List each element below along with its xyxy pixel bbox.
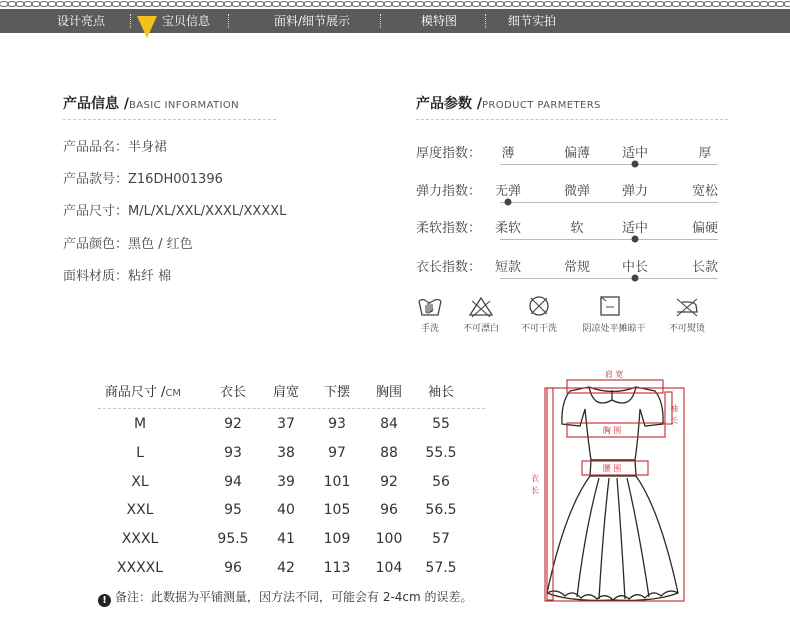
size-value-cell: 57.5 (425, 560, 457, 576)
param-scale-line (500, 164, 718, 165)
size-value-cell: 38 (277, 444, 295, 461)
param-option: 偏硬 (691, 221, 719, 236)
product-params-title: 产品参数 /PRODUCT PARMETERS (416, 96, 601, 112)
param-option: 薄 (501, 146, 515, 161)
exclamation-icon: ! (98, 594, 111, 607)
size-value-cell: 100 (375, 531, 403, 548)
nav-divider (380, 14, 381, 28)
nav-bar (0, 9, 790, 33)
param-option: 中长 (621, 260, 649, 275)
measurement-note: ! 备注：此数据为平铺测量，因方法不同，可能会有 2-4cm 的误差。 (98, 588, 473, 607)
info-product-sizes: 产品尺寸：M/L/XL/XXL/XXXL/XXXXL (63, 204, 287, 219)
nav-divider (130, 14, 131, 28)
param-option: 宽松 (691, 184, 719, 199)
length-label-a: 衣 (531, 474, 539, 483)
size-value-cell: 101 (323, 473, 351, 490)
param-option: 软 (570, 221, 584, 236)
divider (416, 119, 728, 120)
column-header: 下摆 (323, 385, 351, 400)
sleeve-label-b: 长 (670, 416, 678, 425)
size-value-cell: 55.5 (425, 444, 457, 461)
size-value-cell: 92 (380, 473, 398, 490)
size-value-cell: 56.5 (425, 502, 457, 519)
param-indicator-dot (632, 161, 639, 168)
param-option: 无弹 (494, 184, 522, 199)
product-info-title: 产品信息 /BASIC INFORMATION (63, 96, 240, 112)
dress-measurement-diagram (525, 360, 700, 610)
param-option: 弹力 (621, 184, 649, 199)
care-label: 不可干洗 (520, 324, 558, 334)
size-value-cell: 92 (224, 416, 242, 432)
param-option: 短款 (494, 260, 522, 275)
size-label-cell: XXL (126, 502, 154, 519)
size-value-cell: 42 (277, 560, 295, 576)
size-table-header-label: 商品尺寸 /CM (104, 385, 182, 400)
param-scale-line (500, 239, 718, 240)
size-value-cell: 41 (277, 531, 295, 548)
param-option: 偏薄 (563, 146, 591, 161)
chain-border (0, 0, 790, 8)
size-value-cell: 93 (224, 444, 242, 461)
column-header: 肩宽 (272, 385, 300, 400)
size-value-cell: 56 (432, 473, 450, 490)
param-label: 衣长指数： (416, 260, 482, 275)
size-value-cell: 105 (323, 502, 351, 519)
no-dry-clean-icon (526, 295, 552, 317)
nav-item-detail-shots[interactable]: 细节实拍 (508, 14, 557, 28)
param-label: 弹力指数： (416, 184, 482, 199)
size-value-cell: 88 (380, 444, 398, 461)
active-nav-arrow-icon (137, 16, 157, 38)
info-product-code: 产品款号：Z16DH001396 (63, 172, 223, 187)
chest-label: 胸 围 (602, 426, 622, 435)
divider (63, 119, 276, 120)
size-value-cell: 55 (432, 416, 450, 432)
sleeve-label-a: 袖 (670, 404, 678, 413)
param-option: 适中 (621, 221, 649, 236)
no-iron-icon (674, 295, 700, 317)
param-option: 常规 (563, 260, 591, 275)
size-value-cell: 57 (432, 531, 450, 548)
length-label-b: 长 (531, 486, 539, 495)
nav-item-model-photos[interactable]: 模特图 (421, 14, 458, 28)
param-option: 长款 (691, 260, 719, 275)
param-indicator-dot (505, 199, 512, 206)
nav-divider (228, 14, 229, 28)
care-label: 阴凉处平摊晾干 (582, 324, 646, 334)
size-value-cell: 93 (328, 416, 346, 432)
param-option: 微弹 (563, 184, 591, 199)
table-divider (98, 408, 485, 409)
no-bleach-icon (468, 295, 494, 317)
param-option: 厚 (698, 146, 712, 161)
size-label-cell: XL (131, 473, 149, 490)
column-header: 衣长 (219, 385, 247, 400)
nav-item-design-highlights[interactable]: 设计亮点 (57, 14, 106, 28)
nav-divider (485, 14, 486, 28)
column-header: 袖长 (427, 385, 455, 400)
info-product-colors: 产品颜色：黑色 / 红色 (63, 237, 193, 252)
care-label: 不可熨烫 (668, 324, 706, 334)
care-label: 不可漂白 (462, 324, 500, 334)
size-label-cell: M (133, 416, 147, 432)
param-option: 适中 (621, 146, 649, 161)
size-value-cell: 37 (277, 416, 295, 432)
nav-item-product-info[interactable]: 宝贝信息 (162, 14, 211, 28)
size-value-cell: 96 (380, 502, 398, 519)
size-value-cell: 39 (277, 473, 295, 490)
info-fabric: 面料材质：粘纤 棉 (63, 269, 172, 284)
size-value-cell: 40 (277, 502, 295, 519)
size-label-cell: L (136, 444, 144, 461)
size-value-cell: 96 (224, 560, 242, 576)
flat-dry-shade-icon (597, 295, 623, 317)
size-value-cell: 109 (323, 531, 351, 548)
size-value-cell: 104 (375, 560, 403, 576)
care-label: 手洗 (420, 324, 440, 334)
param-option: 柔软 (494, 221, 522, 236)
dress-outline (547, 387, 678, 600)
info-product-name: 产品品名：半身裙 (63, 140, 168, 155)
param-scale-line (500, 278, 718, 279)
hand-wash-icon (417, 295, 443, 317)
param-label: 柔软指数： (416, 221, 482, 236)
size-value-cell: 97 (328, 444, 346, 461)
size-value-cell: 113 (323, 560, 351, 576)
param-label: 厚度指数： (416, 146, 482, 161)
param-scale-line (500, 202, 718, 203)
param-indicator-dot (632, 275, 639, 282)
size-label-cell: XXXXL (116, 560, 164, 576)
shoulder-width-label: 肩 宽 (604, 370, 624, 379)
size-value-cell: 95.5 (217, 531, 249, 548)
size-value-cell: 84 (380, 416, 398, 432)
size-label-cell: XXXL (121, 531, 159, 548)
waist-label: 腰 围 (602, 464, 622, 473)
size-value-cell: 94 (224, 473, 242, 490)
param-indicator-dot (632, 236, 639, 243)
nav-item-fabric-details[interactable]: 面料/细节展示 (274, 14, 351, 28)
column-header: 胸围 (375, 385, 403, 400)
size-value-cell: 95 (224, 502, 242, 519)
